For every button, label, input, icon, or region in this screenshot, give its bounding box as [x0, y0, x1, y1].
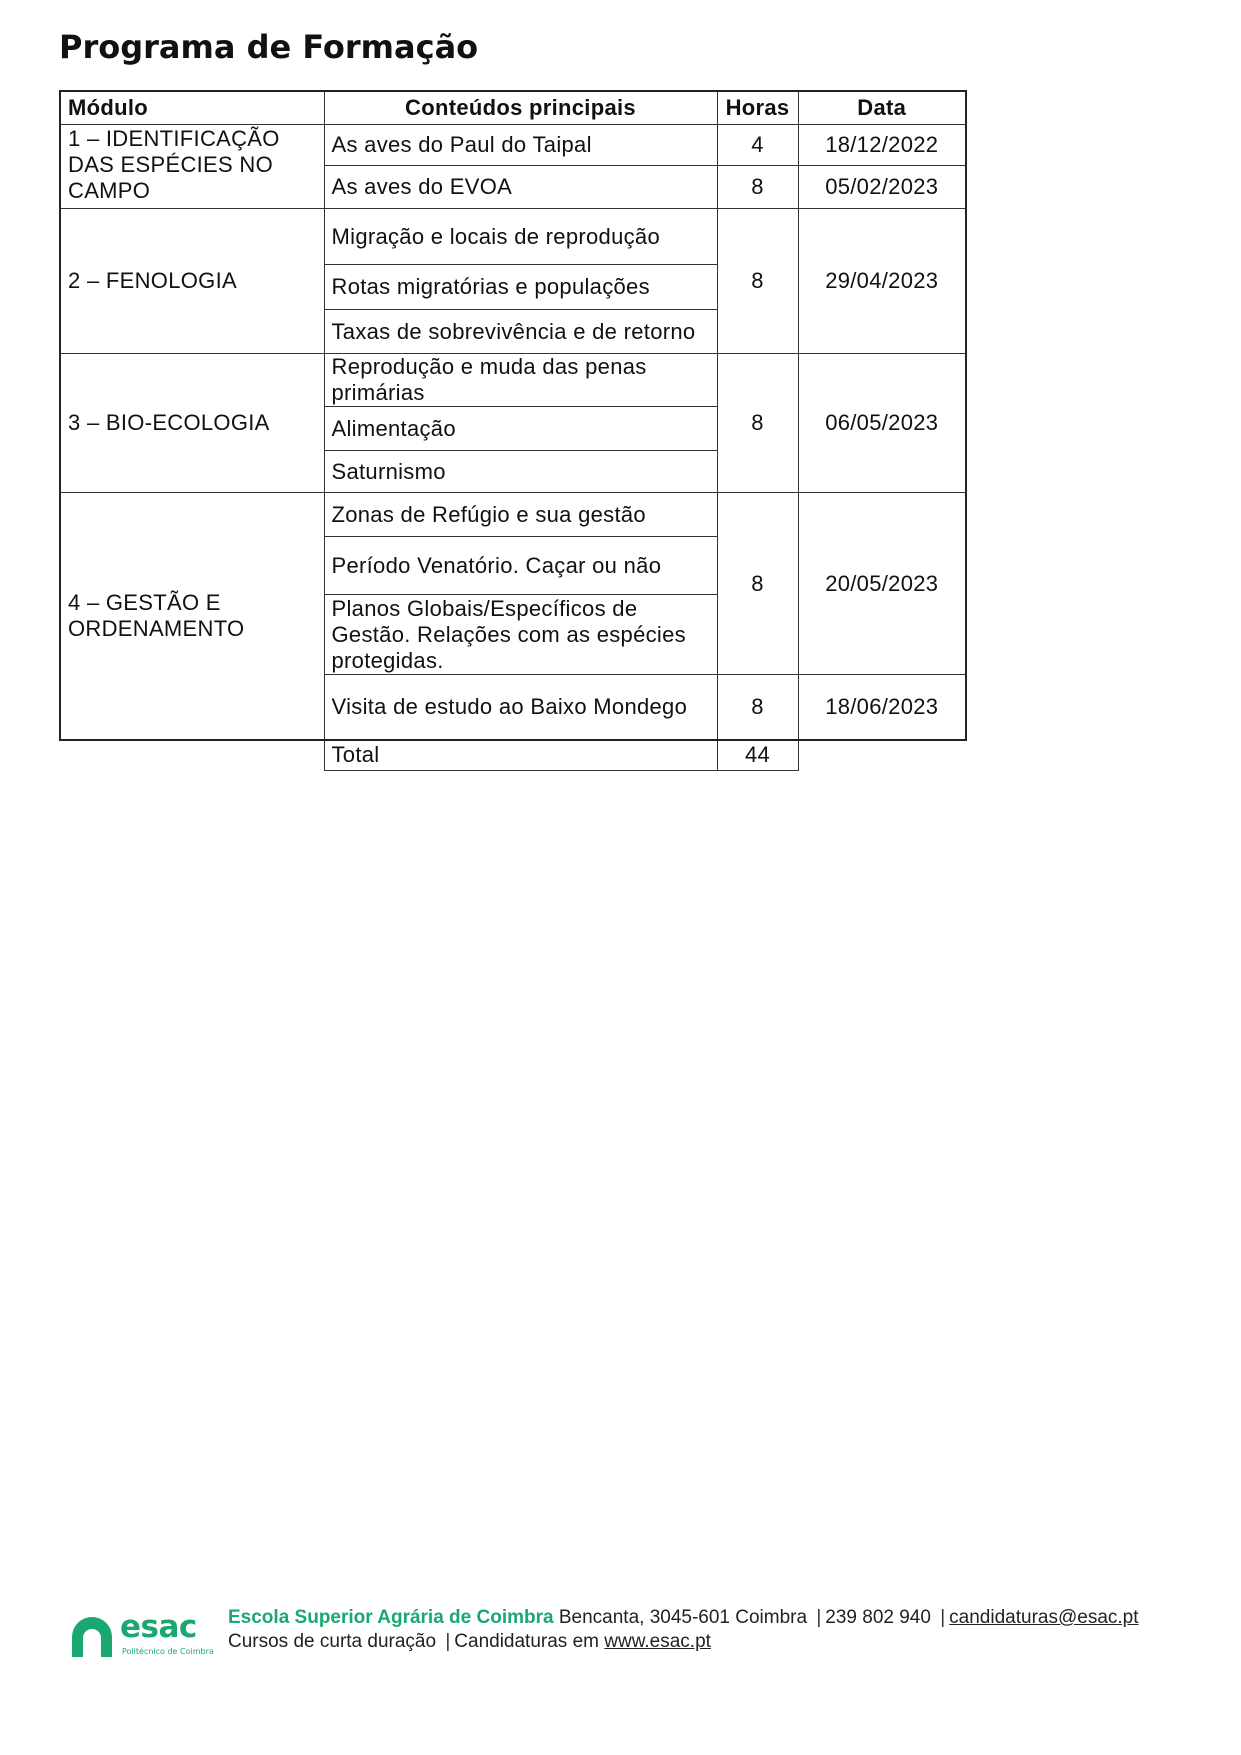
footer-line-2: [228, 1631, 711, 1653]
table-row: [60, 493, 966, 537]
table-row: [60, 125, 966, 166]
content-cell: As aves do EVOA: [324, 166, 717, 209]
hours-cell: 8: [717, 675, 798, 740]
hours-cell: 4: [717, 125, 798, 166]
content-cell: Visita de estudo ao Baixo Mondego: [324, 675, 717, 740]
content-cell: Zonas de Refúgio e sua gestão: [324, 493, 717, 537]
module-name: 3 – BIO-ECOLOGIA: [60, 354, 324, 493]
total-row: [60, 740, 966, 771]
header-hours: Horas: [717, 91, 798, 125]
date-cell: 05/02/2023: [798, 166, 966, 209]
module-name: 2 – FENOLOGIA: [60, 209, 324, 354]
hours-cell: 8: [717, 354, 798, 493]
logo-wordmark: esac: [120, 1609, 197, 1645]
content-cell: Taxas de sobrevivência e de retorno: [324, 310, 717, 354]
date-cell: 18/12/2022: [798, 125, 966, 166]
empty-cell: [798, 740, 966, 771]
header-module: Módulo: [60, 91, 324, 125]
separator: |: [445, 1631, 451, 1652]
module-name: 4 – GESTÃO E ORDENAMENTO: [60, 493, 324, 740]
email-link[interactable]: candidaturas@esac.pt: [949, 1607, 1139, 1628]
separator: |: [940, 1607, 946, 1628]
arch-icon: [70, 1617, 114, 1657]
header-contents: Conteúdos principais: [324, 91, 717, 125]
content-cell: As aves do Paul do Taipal: [324, 125, 717, 166]
table-row: [60, 354, 966, 407]
separator: |: [816, 1607, 822, 1628]
empty-cell: [60, 740, 324, 771]
content-cell: Reprodução e muda das penas primárias: [324, 354, 717, 407]
website-link[interactable]: www.esac.pt: [604, 1631, 711, 1652]
school-name: Escola Superior Agrária de Coimbra: [228, 1607, 554, 1628]
total-hours: 44: [717, 740, 798, 771]
content-cell: Saturnismo: [324, 451, 717, 493]
date-cell: 20/05/2023: [798, 493, 966, 675]
module-name: 1 – IDENTIFICAÇÃO DAS ESPÉCIES NO CAMPO: [60, 125, 324, 209]
footer: [70, 1607, 1190, 1667]
address: Bencanta, 3045-601 Coimbra: [558, 1607, 808, 1628]
hours-cell: 8: [717, 209, 798, 354]
esac-logo: [70, 1607, 220, 1657]
apply-text: Candidaturas em: [454, 1631, 599, 1652]
total-label: Total: [324, 740, 717, 771]
content-cell: Planos Globais/Específicos de Gestão. Relações com as espécies protegidas.: [324, 595, 717, 675]
table-header-row: [60, 91, 966, 125]
date-cell: 18/06/2023: [798, 675, 966, 740]
table-row: [60, 209, 966, 265]
course-type: Cursos de curta duração: [228, 1631, 437, 1652]
content-cell: Migração e locais de reprodução: [324, 209, 717, 265]
content-cell: Rotas migratórias e populações: [324, 265, 717, 310]
page-title: Programa de Formação: [59, 28, 479, 66]
logo-subtext: Politécnico de Coimbra: [122, 1647, 214, 1656]
hours-cell: 8: [717, 493, 798, 675]
content-cell: Período Venatório. Caçar ou não: [324, 537, 717, 595]
content-cell: Alimentação: [324, 407, 717, 451]
training-program-table: [59, 90, 967, 771]
header-date: Data: [798, 91, 966, 125]
date-cell: 06/05/2023: [798, 354, 966, 493]
hours-cell: 8: [717, 166, 798, 209]
footer-line-1: [228, 1607, 1139, 1629]
date-cell: 29/04/2023: [798, 209, 966, 354]
phone: 239 802 940: [825, 1607, 931, 1628]
